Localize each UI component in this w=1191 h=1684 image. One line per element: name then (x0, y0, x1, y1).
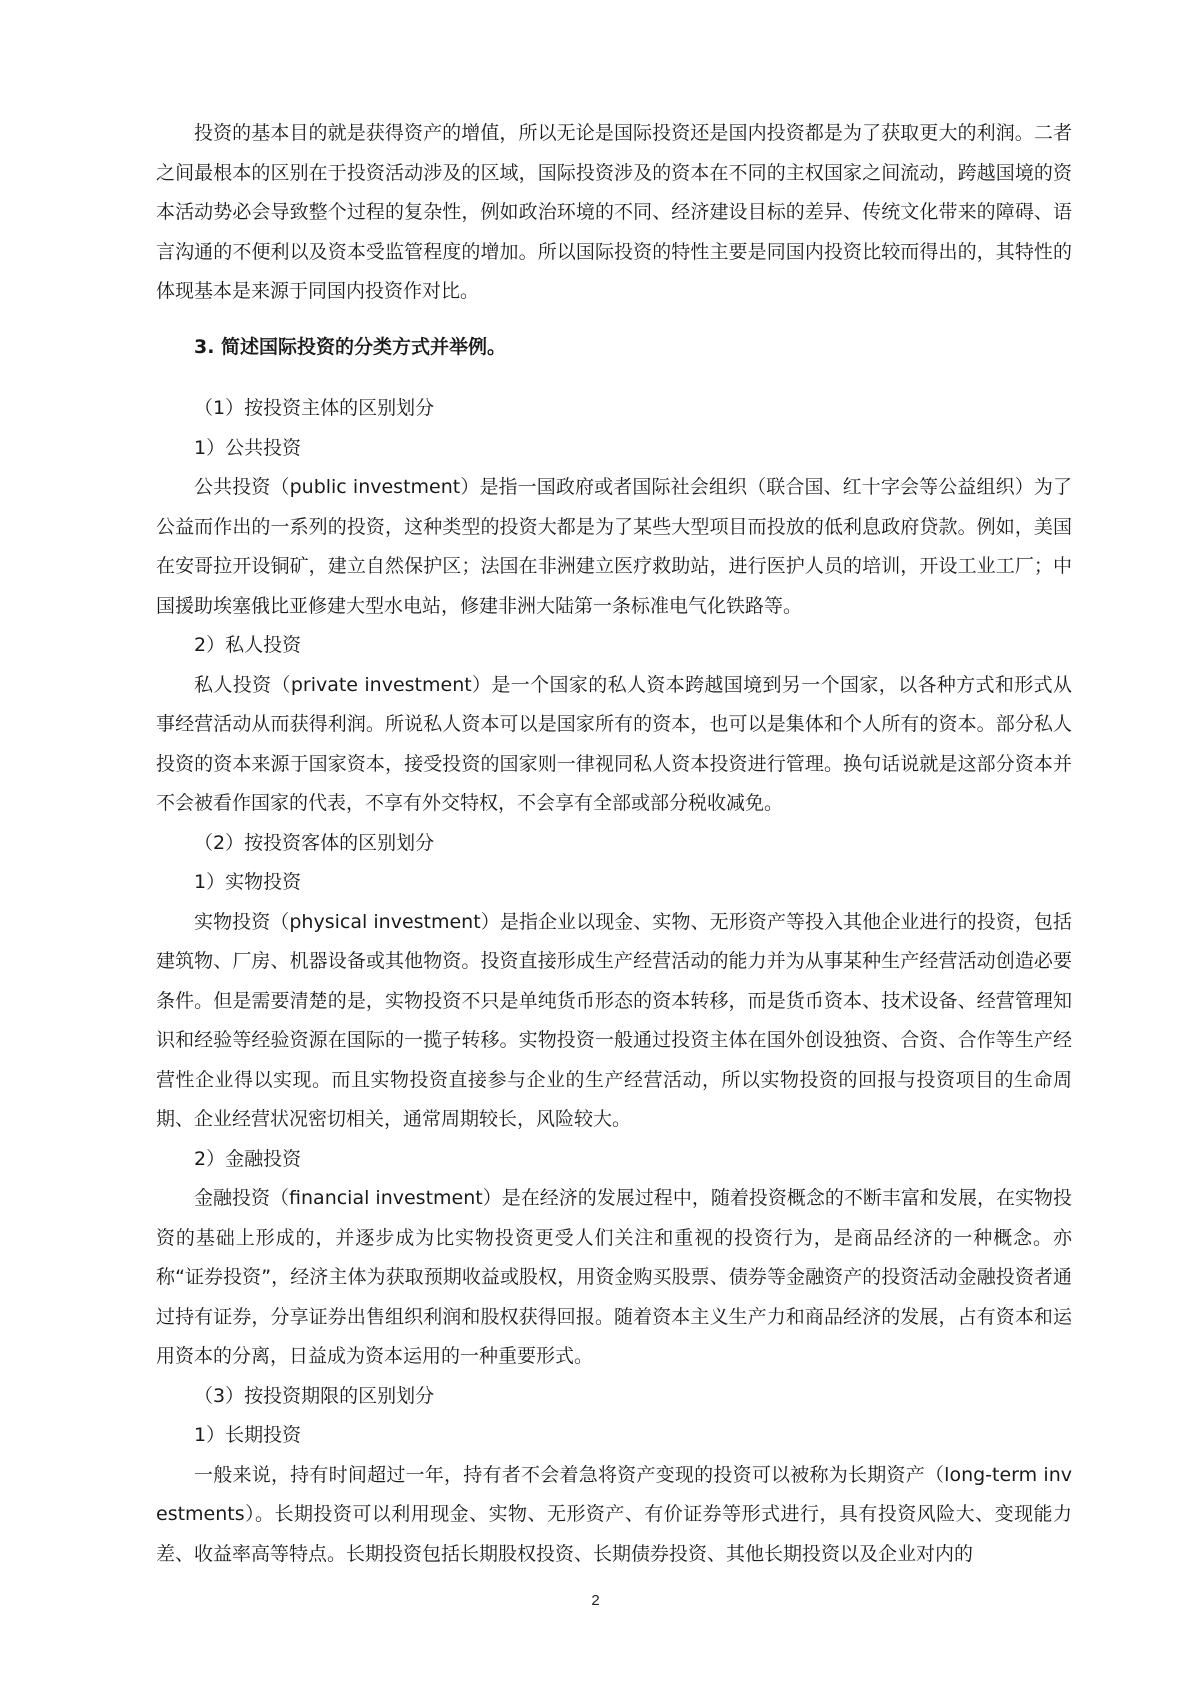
subcategory-longterm: 1）长期投资 (194, 1424, 302, 1446)
paragraph-public-investment: 公共投资（public investment）是指一国政府或者国际社会组织（联合国、红十字会等公益组织）为了公益而作出的一系列的投资，这种类型的投资大都是为了某些大型项目而投放的低利息政府贷款。例如，美国在安哥拉开设铜矿，建立自然保护区；法国在非洲建立医疗救助站，进行医护人员的培训，开设工业工厂；中国援助埃塞俄比亚修建大型水电站，修建非洲大陆第一条标准电气化铁路等。 (156, 476, 1072, 617)
subcategory-physical: 1）实物投资 (194, 871, 302, 893)
paragraph-physical-investment: 实物投资（physical investment）是指企业以现金、实物、无形资产等投入其他企业进行的投资，包括建筑物、厂房、机器设备或其他物资。投资直接形成生产经营活动的能力并为从事某种生产经营活动创造必要条件。但是需要清楚的是，实物投资不只是单纯货币形态的资本转移，而是货币资本、技术设备、经营管理知识和经验等经验资源在国际的一揽子转移。实物投资一般通过投资主体在国外创设独资、合资、合作等生产经营性企业得以实现。而且实物投资直接参与企业的生产经营活动，所以实物投资的回报与投资项目的生命周期、企业经营状况密切相关，通常周期较长，风险较大。 (156, 910, 1072, 1130)
paragraph-longterm-investment: 一般来说，持有时间超过一年，持有者不会着急将资产变现的投资可以被称为长期资产（long-term investments）。长期投资可以利用现金、实物、无形资产、有价证券等形式进行，具有投资风险大、变现能力差、收益率高等特点。长期投资包括长期股权投资、长期债券投资、其他长期投资以及企业对内的 (156, 1463, 1072, 1565)
subcategory-financial: 2）金融投资 (194, 1147, 302, 1170)
page-number: 2 (591, 1592, 600, 1609)
paragraph-intro: 投资的基本目的就是获得资产的增值，所以无论是国际投资还是国内投资都是为了获取更大的利润。二者之间最根本的区别在于投资活动涉及的区域，国际投资涉及的资本在不同的主权国家之间流动，跨越国境的资本活动势必会导致整个过程的复杂性，例如政治环境的不同、经济建设目标的差异、传统文化带来的障碍、语言沟通的不便利以及资本受监管程度的增加。所以国际投资的特性主要是同国内投资比较而得出的，其特性的体现基本是来源于同国内投资作对比。 (156, 122, 1072, 302)
paragraph-financial-investment: 金融投资（financial investment）是在经济的发展过程中，随着投资概念的不断丰富和发展，在实物投资的基础上形成的，并逐步成为比实物投资更受人们关注和重视的投资行为，是商品经济的一种概念。亦称“证券投资”，经济主体为获取预期收益或股权，用资金购买股票、债券等金融资产的投资活动金融投资者通过持有证券，分享证券出售组织利润和股权获得回报。随着资本主义生产力和商品经济的发展，占有资本和运用资本的分离，日益成为资本运用的一种重要形式。 (156, 1187, 1072, 1367)
section-heading: 3. 简述国际投资的分类方式并举例。 (194, 335, 507, 358)
document-page (156, 114, 1072, 1574)
subcategory-public: 1）公共投资 (194, 436, 302, 459)
category-heading-3: （3）按投资期限的区别划分 (194, 1384, 435, 1407)
category-heading-2: （2）按投资客体的区别划分 (194, 831, 435, 854)
category-heading-1: （1）按投资主体的区别划分 (194, 397, 435, 419)
subcategory-private: 2）私人投资 (194, 634, 302, 656)
paragraph-private-investment: 私人投资（private investment）是一个国家的私人资本跨越国境到另一个国家，以各种方式和形式从事经营活动从而获得利润。所说私人资本可以是国家所有的资本，也可以是集体和个人所有的资本。部分私人投资的资本来源于国家资本，接受投资的国家则一律视同私人资本投资进行管理。换句话说就是这部分资本并不会被看作国家的代表，不享有外交特权，不会享有全部或部分税收减免。 (156, 673, 1072, 814)
